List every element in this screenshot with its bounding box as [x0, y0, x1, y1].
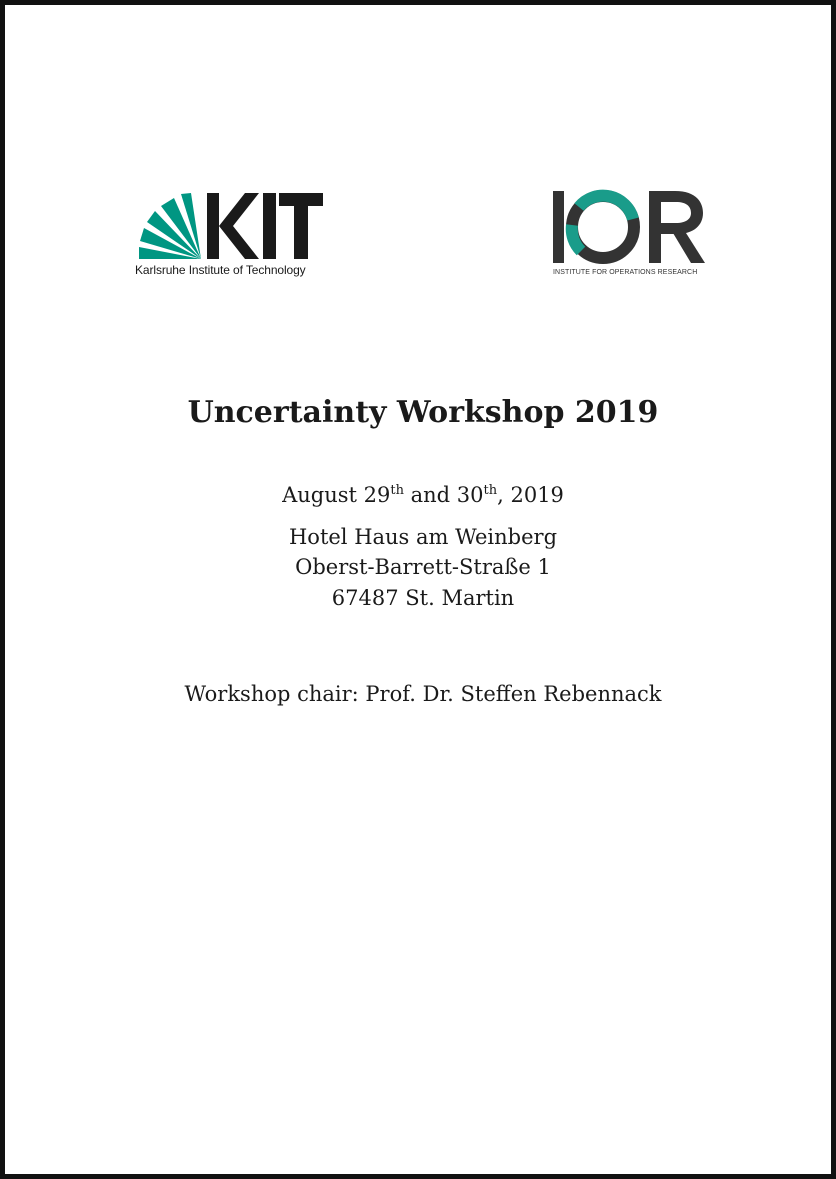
- date-superscript-1: th: [390, 483, 404, 498]
- kit-logo-fan: [139, 193, 201, 259]
- ior-letter-o: [572, 196, 634, 258]
- kit-wordmark: [207, 193, 323, 259]
- ior-logo: [551, 189, 716, 283]
- workshop-date: [5, 483, 836, 507]
- date-part-2: and 30: [403, 483, 484, 507]
- ior-letter-i: [553, 191, 564, 263]
- kit-logo: [135, 191, 335, 283]
- date-part-3: , 2019: [497, 483, 564, 507]
- date-part-1: August 29: [282, 483, 391, 507]
- document-title: Uncertainty Workshop 2019: [187, 395, 659, 430]
- date-superscript-2: th: [483, 483, 498, 498]
- workshop-chair: Workshop chair: Prof. Dr. Steffen Rebennack: [184, 682, 662, 706]
- ior-logo-caption: INSTITUTE FOR OPERATIONS RESEARCH: [553, 269, 698, 276]
- venue-city: 67487 St. Martin: [331, 586, 515, 610]
- venue-name: Hotel Haus am Weinberg: [288, 525, 558, 549]
- ior-letter-r: [649, 191, 705, 263]
- kit-logo-graphic: [135, 191, 335, 263]
- venue-street: Oberst-Barrett-Straße 1: [295, 555, 551, 579]
- ior-logo-graphic: [551, 189, 711, 267]
- kit-logo-caption: Karlsruhe Institute of Technology: [135, 263, 306, 277]
